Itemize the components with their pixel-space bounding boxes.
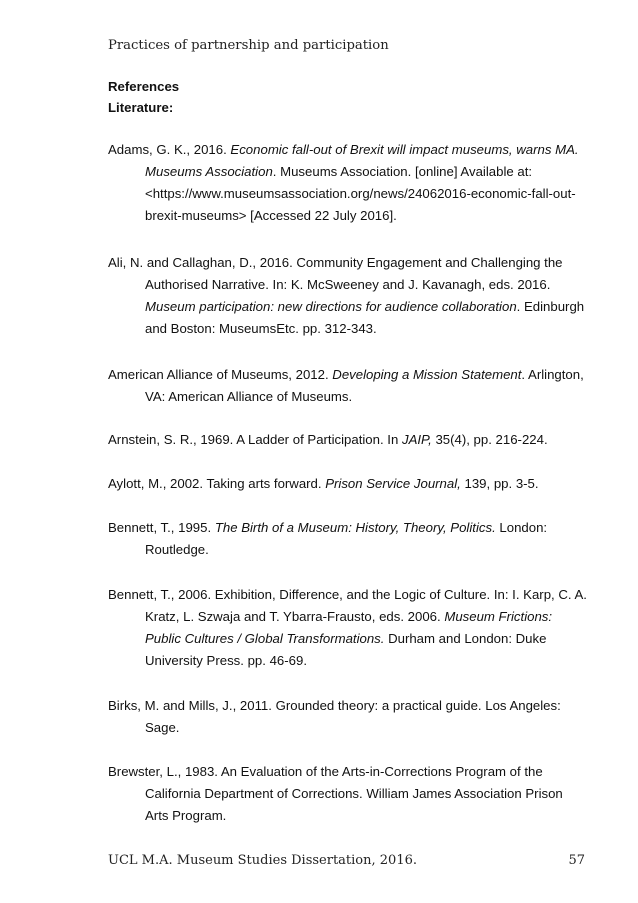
- reference-text: Authorised Narrative. In: K. McSweeney and J. Kavanagh, eds. 2016.: [145, 277, 551, 292]
- reference-entry-ali: [108, 252, 584, 340]
- reference-text: . Arlington,: [521, 367, 584, 382]
- reference-line: [108, 183, 584, 205]
- reference-line: [108, 539, 584, 561]
- italic-title: Developing a Mission Statement: [332, 367, 522, 382]
- reference-line: [108, 318, 584, 340]
- reference-text: California Department of Corrections. William James Association Prison: [145, 786, 563, 801]
- reference-entry-adams: [108, 139, 584, 227]
- reference-text: . Museums Association. [online] Available at:: [272, 164, 533, 179]
- italic-title: Museum participation: new directions for audience collaboration: [145, 299, 517, 314]
- reference-line: [108, 429, 584, 451]
- italic-title: JAIP,: [401, 432, 432, 447]
- reference-line: [108, 650, 584, 672]
- reference-text: <https://www.museumsassociation.org/news/24062016-economic-fall-out-: [145, 186, 576, 201]
- reference-text: 139, pp. 3-5.: [460, 476, 539, 491]
- italic-title: Economic fall-out of Brexit will impact museums, warns MA.: [230, 142, 579, 157]
- reference-line: [108, 695, 584, 717]
- reference-text: Birks, M. and Mills, J., 2011. Grounded theory: a practical guide. Los Angeles:: [108, 698, 561, 713]
- reference-text: University Press. pp. 46-69.: [145, 653, 307, 668]
- reference-text: Bennett, T., 1995.: [108, 520, 215, 535]
- italic-title: Public Cultures / Global Transformations.: [145, 631, 385, 646]
- reference-text: Kratz, L. Szwaja and T. Ybarra-Frausto, eds. 2006.: [145, 609, 445, 624]
- italic-title: Museum Frictions:: [444, 609, 553, 624]
- reference-line: [108, 517, 584, 539]
- footer-text: UCL M.A. Museum Studies Dissertation, 2016.: [108, 853, 417, 868]
- reference-text: Routledge.: [145, 542, 209, 557]
- reference-text: Brewster, L., 1983. An Evaluation of the Arts-in-Corrections Program of the: [108, 764, 543, 779]
- reference-text: 35(4), pp. 216-224.: [431, 432, 548, 447]
- reference-text: VA: American Alliance of Museums.: [145, 389, 353, 404]
- reference-line: [108, 205, 584, 227]
- reference-text: Adams, G. K., 2016.: [108, 142, 231, 157]
- reference-entry-aam: [108, 364, 584, 408]
- running-header: Practices of partnership and participation: [108, 38, 389, 53]
- reference-entry-aylott: [108, 473, 584, 495]
- reference-text: and Boston: MuseumsEtc. pp. 312-343.: [145, 321, 377, 336]
- reference-text: American Alliance of Museums, 2012.: [108, 367, 333, 382]
- reference-text: Aylott, M., 2002. Taking arts forward.: [108, 476, 326, 491]
- page-number: 57: [568, 853, 585, 868]
- reference-entry-bennett-2006: [108, 584, 587, 672]
- reference-line: [108, 364, 584, 386]
- reference-entry-bennett-1995: [108, 517, 584, 561]
- reference-line: [108, 606, 584, 628]
- reference-text: Sage.: [145, 720, 180, 735]
- reference-line: [108, 252, 584, 274]
- reference-line: [108, 386, 584, 408]
- italic-title: The Birth of a Museum: History, Theory, Politics.: [214, 520, 496, 535]
- reference-line: [108, 761, 584, 783]
- reference-text: Arnstein, S. R., 1969. A Ladder of Participation. In: [108, 432, 402, 447]
- reference-entry-brewster: [108, 761, 584, 827]
- reference-line: [108, 783, 584, 805]
- reference-line: [108, 139, 584, 161]
- reference-line: [108, 296, 584, 318]
- reference-entry-birks: [108, 695, 584, 739]
- reference-line: [108, 628, 584, 650]
- italic-title: Prison Service Journal,: [325, 476, 461, 491]
- reference-line: [108, 274, 584, 296]
- reference-line: [108, 717, 584, 739]
- reference-entry-arnstein: [108, 429, 584, 451]
- reference-text: brexit-museums> [Accessed 22 July 2016].: [145, 208, 397, 223]
- italic-title: Museums Association: [145, 164, 273, 179]
- section-subtitle: Literature:: [108, 100, 174, 115]
- reference-text: Ali, N. and Callaghan, D., 2016. Community Engagement and Challenging the: [108, 255, 563, 270]
- section-title: References: [108, 79, 180, 94]
- reference-text: Bennett, T., 2006. Exhibition, Difference, and the Logic of Culture. In: I. Karp, C. A.: [108, 587, 587, 602]
- reference-line: [108, 805, 584, 827]
- reference-text: London:: [495, 520, 548, 535]
- reference-line: [108, 584, 587, 606]
- reference-line: [108, 161, 584, 183]
- reference-text: . Edinburgh: [516, 299, 585, 314]
- reference-text: Arts Program.: [145, 808, 227, 823]
- reference-text: Durham and London: Duke: [384, 631, 547, 646]
- reference-line: [108, 473, 584, 495]
